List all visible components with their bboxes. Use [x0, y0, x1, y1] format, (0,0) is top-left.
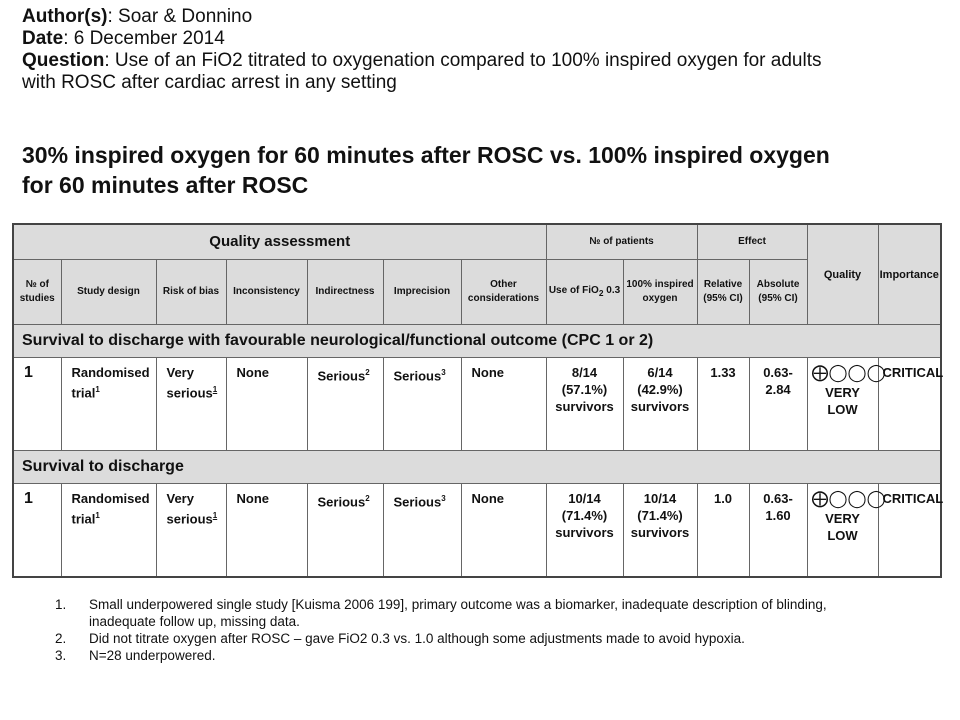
- imprecision-text: Serious: [393, 368, 442, 384]
- outcome-title: Survival to discharge: [13, 451, 941, 484]
- footnote-text: Did not titrate oxygen after ROSC – gave FiO2 0.3 vs. 1.0 although some adjustments made to avoid hypoxia.: [89, 631, 745, 646]
- cell-importance: CRITICAL: [878, 358, 941, 451]
- col-100-oxygen: 100% inspired oxygen: [623, 260, 697, 325]
- cell-relative: 1.0: [697, 484, 749, 578]
- outcome-row: [13, 451, 941, 484]
- col-fio2-sub: 2: [598, 288, 604, 298]
- quality-label: VERY LOW: [825, 385, 860, 417]
- indirectness-text: Serious: [317, 368, 366, 384]
- cell-imprecision: [383, 484, 461, 578]
- col-indirectness: Indirectness: [307, 260, 383, 325]
- design-footnote-ref: 1: [95, 385, 100, 394]
- cell-risk: [156, 484, 226, 578]
- cell-100-oxygen: 6/14 (42.9%) survivors: [623, 358, 697, 451]
- date-value: : 6 December 2014: [63, 28, 225, 49]
- table-row: [13, 484, 941, 578]
- effect-header: Effect: [697, 224, 807, 260]
- num-patients-header: № of patients: [546, 224, 697, 260]
- col-num-studies: № of studies: [13, 260, 61, 325]
- quality-label: VERY LOW: [825, 511, 860, 543]
- col-risk-of-bias: Risk of bias: [156, 260, 226, 325]
- cell-other: None: [461, 358, 546, 451]
- col-other-considerations: Other considerations: [461, 260, 546, 325]
- footnote-text: N=28 underpowered.: [89, 648, 216, 663]
- outcome-row: [13, 325, 941, 358]
- cell-fio2: 8/14 (57.1%) survivors: [546, 358, 623, 451]
- footnote-number: 2.: [55, 631, 67, 646]
- risk-footnote-ref: 1: [212, 385, 218, 394]
- cell-other: None: [461, 484, 546, 578]
- author-value: : Soar & Donnino: [107, 6, 253, 27]
- design-text: Randomised trial: [71, 491, 150, 527]
- question-value-2: with ROSC after cardiac arrest in any setting: [22, 72, 397, 93]
- cell-100-oxygen: 10/14 (71.4%) survivors: [623, 484, 697, 578]
- col-study-design: Study design: [61, 260, 156, 325]
- col-fio2-pre: Use of FiO: [548, 285, 599, 296]
- date-row: [22, 28, 922, 50]
- author-label: Author(s): [22, 6, 108, 27]
- date-label: Date: [22, 28, 64, 49]
- cell-indirectness: [307, 358, 383, 451]
- imprecision-footnote-ref: 3: [441, 368, 446, 377]
- grade-evidence-table: [12, 223, 942, 578]
- design-text: Randomised trial: [71, 365, 150, 401]
- quality-assessment-header: Quality assessment: [13, 224, 546, 260]
- comparison-heading: [22, 140, 922, 200]
- column-header-row: [13, 260, 941, 325]
- risk-text: Very serious: [166, 365, 213, 401]
- imprecision-text: Serious: [393, 494, 442, 510]
- cell-quality: [807, 484, 886, 578]
- table-row: [13, 358, 941, 451]
- col-fio2-post: 0.3: [603, 285, 621, 296]
- document-meta: [22, 6, 922, 94]
- footnote-number: 1.: [55, 597, 67, 612]
- risk-text: Very serious: [166, 491, 213, 527]
- col-imprecision: Imprecision: [383, 260, 461, 325]
- group-header-row: [13, 224, 941, 260]
- question-value: : Use of an FiO2 titrated to oxygenation compared to 100% inspired oxygen for adults: [104, 50, 822, 71]
- risk-footnote-ref: 1: [212, 511, 218, 520]
- question-label: Question: [22, 50, 105, 71]
- question-row: [22, 50, 922, 72]
- design-footnote-ref: 1: [95, 511, 100, 520]
- cell-absolute: 0.63- 1.60: [749, 484, 807, 578]
- footnote: [55, 647, 855, 664]
- cell-fio2: 10/14 (71.4%) survivors: [546, 484, 623, 578]
- footnote: [55, 596, 855, 630]
- quality-header: Quality: [807, 224, 878, 325]
- indirectness-footnote-ref: 2: [365, 494, 370, 503]
- cell-inconsistency: None: [226, 358, 307, 451]
- footnote-text: Small underpowered single study [Kuisma 2006 199], primary outcome was a biomarker, inadequate description of blinding, inadequate follow up, missing data.: [89, 597, 827, 629]
- cell-design: [61, 358, 156, 451]
- indirectness-text: Serious: [317, 494, 366, 510]
- cell-risk: [156, 358, 226, 451]
- cell-importance: CRITICAL: [878, 484, 941, 578]
- cell-studies: 1: [13, 484, 61, 578]
- cell-studies: 1: [13, 358, 61, 451]
- question-row-2: [22, 72, 922, 94]
- heading-line-1: 30% inspired oxygen for 60 minutes after ROSC vs. 100% inspired oxygen: [22, 142, 830, 168]
- imprecision-footnote-ref: 3: [441, 494, 446, 503]
- cell-inconsistency: None: [226, 484, 307, 578]
- importance-header: Importance: [878, 224, 941, 325]
- cell-relative: 1.33: [697, 358, 749, 451]
- outcome-title: Survival to discharge with favourable neurological/functional outcome (CPC 1 or 2): [13, 325, 941, 358]
- col-fio2: [546, 260, 623, 325]
- cell-imprecision: [383, 358, 461, 451]
- footnote: [55, 630, 855, 647]
- cell-absolute: 0.63- 2.84: [749, 358, 807, 451]
- cell-design: [61, 484, 156, 578]
- author-row: [22, 6, 922, 28]
- cell-quality: [807, 358, 886, 451]
- col-relative: Relative (95% CI): [697, 260, 749, 325]
- quality-rating-icon: ⨁◯◯◯: [811, 489, 886, 508]
- footnote-number: 3.: [55, 648, 67, 663]
- indirectness-footnote-ref: 2: [365, 368, 370, 377]
- quality-rating-icon: ⨁◯◯◯: [811, 363, 886, 382]
- heading-line-2: for 60 minutes after ROSC: [22, 172, 309, 198]
- col-absolute: Absolute (95% CI): [749, 260, 807, 325]
- cell-indirectness: [307, 484, 383, 578]
- col-inconsistency: Inconsistency: [226, 260, 307, 325]
- footnotes: [55, 596, 855, 664]
